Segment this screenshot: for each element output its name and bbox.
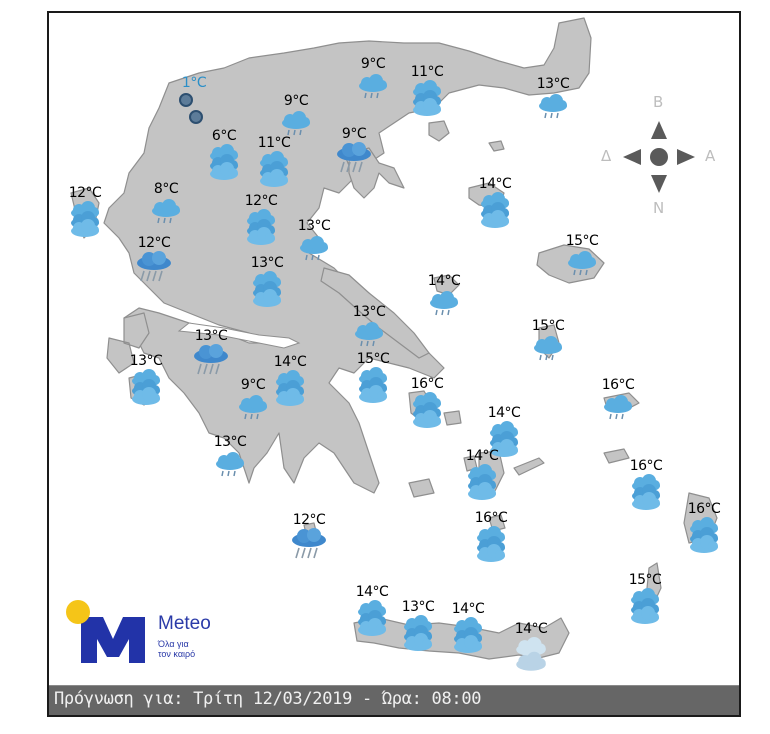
weather-station-kozani: [244, 135, 304, 187]
station-temperature: 13°C: [536, 76, 570, 92]
meteo-logo: [63, 599, 243, 679]
weather-station-skyros: [414, 273, 474, 321]
weather-map-frame: [47, 11, 741, 717]
station-temperature: 16°C: [601, 377, 635, 393]
amorgos-land: [514, 458, 544, 475]
station-temperature: 13°C: [297, 218, 331, 234]
compass-west-label: Δ: [601, 147, 612, 165]
weather-station-lesvos: [552, 233, 612, 281]
logo-tagline-line2: τον καιρό: [158, 649, 196, 659]
weather-station-andros: [397, 376, 457, 428]
weather-station-chalkida: [339, 304, 399, 352]
weather-station-kos: [616, 458, 676, 510]
weather-station-kythira: [279, 512, 339, 564]
logo-brand-text: Meteo: [158, 613, 211, 634]
heavy-showers-icon: [55, 201, 115, 237]
weather-station-chalkidiki: [324, 126, 384, 178]
milos-land: [409, 479, 434, 497]
weather-station-kalamata: [200, 434, 260, 482]
weather-station-naxos: [452, 448, 512, 500]
station-temperature: 12°C: [68, 185, 102, 201]
weather-station-zakynthos: [116, 353, 176, 405]
station-temperature: 14°C: [427, 273, 461, 289]
station-temperature: 13°C: [213, 434, 247, 450]
forecast-status-bar: [49, 685, 739, 715]
meteo-m-logo-icon: [63, 599, 158, 671]
station-temperature: 14°C: [465, 448, 499, 464]
heavy-showers-icon: [244, 151, 304, 187]
weather-station-tripoli: [223, 377, 283, 425]
rain-icon: [339, 320, 399, 352]
weather-station-larisa: [231, 193, 291, 245]
rain-icon: [588, 393, 648, 425]
heavy-rain-icon: [324, 142, 384, 178]
station-temperature: 15°C: [531, 318, 565, 334]
station-temperature: 11°C: [410, 64, 444, 80]
compass-south-label: N: [653, 199, 665, 217]
station-temperature: 9°C: [341, 126, 367, 142]
rain-icon: [200, 450, 260, 482]
station-temperature: 14°C: [514, 621, 548, 637]
heavy-rain-icon: [181, 344, 241, 380]
weather-station-serres: [343, 56, 403, 104]
thasos-land: [429, 121, 449, 141]
station-temperature: 9°C: [360, 56, 386, 72]
heavy-showers-icon: [615, 588, 675, 624]
cloudy-icon: [501, 637, 561, 675]
logo-tagline-line1: Όλα για: [158, 639, 189, 649]
heavy-showers-icon: [397, 80, 457, 116]
heavy-showers-icon: [116, 369, 176, 405]
weather-station-thessaloniki: [266, 93, 326, 141]
station-temperature: 6°C: [211, 128, 237, 144]
station-temperature: 13°C: [250, 255, 284, 271]
logo-tagline: [158, 639, 195, 659]
samothraki-land: [489, 141, 504, 151]
station-temperature: 13°C: [194, 328, 228, 344]
weather-station-athens: [343, 351, 403, 403]
weather-station-chios: [518, 318, 578, 366]
weather-station-ioannina: [136, 181, 196, 229]
heavy-showers-icon: [343, 367, 403, 403]
station-temperature: 1°C: [181, 75, 207, 91]
station-temperature: 13°C: [401, 599, 435, 615]
weather-station-drama-kavala: [397, 64, 457, 116]
station-temperature: 9°C: [240, 377, 266, 393]
heavy-rain-icon: [124, 251, 184, 287]
heavy-showers-icon: [465, 192, 525, 228]
weather-station-santorini: [461, 510, 521, 562]
heavy-showers-icon: [438, 617, 498, 653]
station-temperature: 8°C: [153, 181, 179, 197]
station-temperature: 16°C: [474, 510, 508, 526]
station-temperature: 12°C: [137, 235, 171, 251]
heavy-showers-icon: [452, 464, 512, 500]
snow-icon: [164, 91, 224, 127]
heavy-showers-icon: [237, 271, 297, 307]
weather-station-patra: [181, 328, 241, 380]
station-temperature: 12°C: [244, 193, 278, 209]
station-temperature: 15°C: [628, 572, 662, 588]
rain-icon: [552, 249, 612, 281]
forecast-date-time: Πρόγνωση για: Τρίτη 12/03/2019 - Ώρα: 08:00: [54, 689, 482, 709]
weather-station-lamia: [237, 255, 297, 307]
weather-station-florina: [164, 75, 224, 127]
rain-icon: [518, 334, 578, 366]
heavy-rain-icon: [279, 528, 339, 564]
station-temperature: 14°C: [273, 354, 307, 370]
rain-icon: [343, 72, 403, 104]
station-temperature: 13°C: [129, 353, 163, 369]
heavy-showers-icon: [231, 209, 291, 245]
compass-rose: [601, 93, 721, 223]
rain-icon: [136, 197, 196, 229]
station-temperature: 15°C: [356, 351, 390, 367]
weather-station-karpathos: [615, 572, 675, 624]
station-temperature: 14°C: [451, 601, 485, 617]
station-temperature: 14°C: [487, 405, 521, 421]
weather-station-rhodes: [674, 501, 734, 553]
heavy-showers-icon: [461, 526, 521, 562]
station-temperature: 14°C: [478, 176, 512, 192]
heavy-showers-icon: [397, 392, 457, 428]
rain-icon: [523, 92, 583, 124]
heavy-showers-icon: [616, 474, 676, 510]
rain-icon: [223, 393, 283, 425]
station-temperature: 16°C: [687, 501, 721, 517]
station-temperature: 11°C: [257, 135, 291, 151]
station-temperature: 12°C: [292, 512, 326, 528]
station-temperature: 15°C: [565, 233, 599, 249]
weather-station-preveza: [124, 235, 184, 287]
station-temperature: 9°C: [283, 93, 309, 109]
weather-station-sitia: [501, 621, 561, 675]
weather-station-corfu: [55, 185, 115, 237]
rain-icon: [266, 109, 326, 141]
station-temperature: 16°C: [629, 458, 663, 474]
heavy-showers-icon: [674, 517, 734, 553]
station-temperature: 13°C: [352, 304, 386, 320]
weather-station-lemnos: [465, 176, 525, 228]
weather-station-samos: [588, 377, 648, 425]
rain-icon: [414, 289, 474, 321]
station-temperature: 16°C: [410, 376, 444, 392]
station-temperature: 14°C: [355, 584, 389, 600]
weather-station-alexandroupoli: [523, 76, 583, 124]
compass-rose-icon: [619, 117, 699, 197]
weather-station-heraklion: [438, 601, 498, 653]
compass-east-label: A: [705, 147, 716, 165]
compass-north-label: B: [653, 93, 664, 111]
